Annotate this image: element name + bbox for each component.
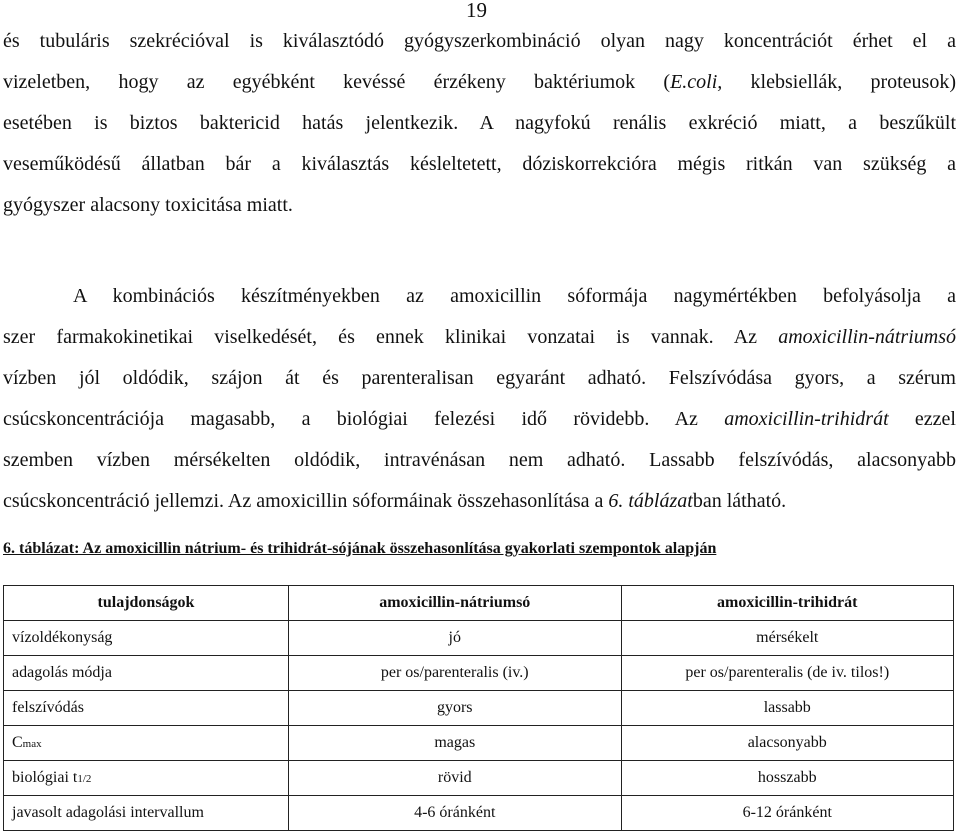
table-row xyxy=(4,691,954,726)
trihidrat-cell: per os/parenteralis (de iv. tilos!) xyxy=(621,656,954,691)
trihidrat-cell: lassabb xyxy=(621,691,954,726)
property-cell xyxy=(4,621,289,656)
italic-term: 6. táblázat xyxy=(608,490,693,512)
property-cell xyxy=(4,761,289,796)
table-row xyxy=(4,761,954,796)
text-run: ban látható. xyxy=(692,490,787,512)
paragraph-line: szemben vízben mérsékelten oldódik, intravénásan nem adható. Lassabb felszívódás, alacsonyabb xyxy=(3,449,956,471)
paragraph-line: veseműködésű állatban bár a kiválasztás késleltetett, dóziskorrekcióra mégis ritkán van szükség a xyxy=(3,153,956,175)
trihidrat-cell: 6-12 óránként xyxy=(621,796,954,831)
property-cell xyxy=(4,656,289,691)
table-caption: 6. táblázat: Az amoxicillin nátrium- és trihidrát-sójának összehasonlítása gyakorlati szempontok alapján xyxy=(3,540,717,557)
property-cell xyxy=(4,726,289,761)
natrium-cell: magas xyxy=(289,726,622,761)
paragraph-1 xyxy=(3,21,956,226)
paragraph-line: vízben jól oldódik, szájon át és parenteralisan egyaránt adható. Felszívódása gyors, a szérum xyxy=(3,367,956,389)
paragraph-line: gyógyszer alacsony toxicitása miatt. xyxy=(3,194,293,216)
property-name: biológiai t xyxy=(12,769,78,786)
text-run: szer farmakokinetikai viselkedését, és ennek klinikai vonzatai is vannak. Az xyxy=(3,326,779,348)
paragraph-line xyxy=(3,62,956,103)
text-run: ezzel xyxy=(888,408,956,430)
table-row xyxy=(4,726,954,761)
italic-term: amoxicillin-nátriumsó xyxy=(778,326,956,348)
text-run: csúcskoncentráció jellemzi. Az amoxicillin sóformáinak összehasonlítása a xyxy=(3,490,609,512)
trihidrat-cell: mérsékelt xyxy=(621,621,954,656)
text-run: vizeletben, hogy az egyébként kevéssé érzékeny baktériumok ( xyxy=(3,71,671,93)
column-header: amoxicillin-nátriumsó xyxy=(289,586,622,621)
natrium-cell: 4-6 óránként xyxy=(289,796,622,831)
table-row xyxy=(4,656,954,691)
column-header: amoxicillin-trihidrát xyxy=(621,586,954,621)
natrium-cell: gyors xyxy=(289,691,622,726)
trihidrat-cell: hosszabb xyxy=(621,761,954,796)
paragraph-2 xyxy=(3,276,956,522)
text-run: klebsiellák, proteusok) xyxy=(722,71,956,93)
paragraph-line: és tubuláris szekrécióval is kiválasztódó gyógyszerkombináció olyan nagy koncentrációt érhet el a xyxy=(3,30,956,52)
table-row xyxy=(4,796,954,831)
property-subscript: max xyxy=(22,738,42,750)
natrium-cell: jó xyxy=(289,621,622,656)
property-name: felszívódás xyxy=(12,699,84,716)
column-header: tulajdonságok xyxy=(4,586,289,621)
natrium-cell: per os/parenteralis (iv.) xyxy=(289,656,622,691)
comparison-table xyxy=(3,585,954,831)
property-cell xyxy=(4,796,289,831)
property-name: vízoldékonyság xyxy=(12,629,113,646)
trihidrat-cell: alacsonyabb xyxy=(621,726,954,761)
property-cell xyxy=(4,691,289,726)
page-number: 19 xyxy=(466,0,487,22)
paragraph-line xyxy=(3,481,956,522)
paragraph-line xyxy=(3,399,956,440)
property-name: javasolt adagolási intervallum xyxy=(12,804,204,821)
table-header-row xyxy=(4,586,954,621)
paragraph-line xyxy=(3,317,956,358)
text-run: csúcskoncentrációja magasabb, a biológiai felezési idő rövidebb. Az xyxy=(3,408,725,430)
italic-term: amoxicillin-trihidrát xyxy=(724,408,889,430)
italic-term: E.coli, xyxy=(670,71,723,93)
table-row xyxy=(4,621,954,656)
natrium-cell: rövid xyxy=(289,761,622,796)
property-subscript: 1/2 xyxy=(77,773,92,785)
paragraph-line: esetében is biztos baktericid hatás jelentkezik. A nagyfokú renális exkréció miatt, a beszűkült xyxy=(3,112,956,134)
paragraph-line: A kombinációs készítményekben az amoxicillin sóformája nagymértékben befolyásolja a xyxy=(73,285,956,307)
property-name: C xyxy=(12,734,23,751)
property-name: adagolás módja xyxy=(12,664,112,681)
